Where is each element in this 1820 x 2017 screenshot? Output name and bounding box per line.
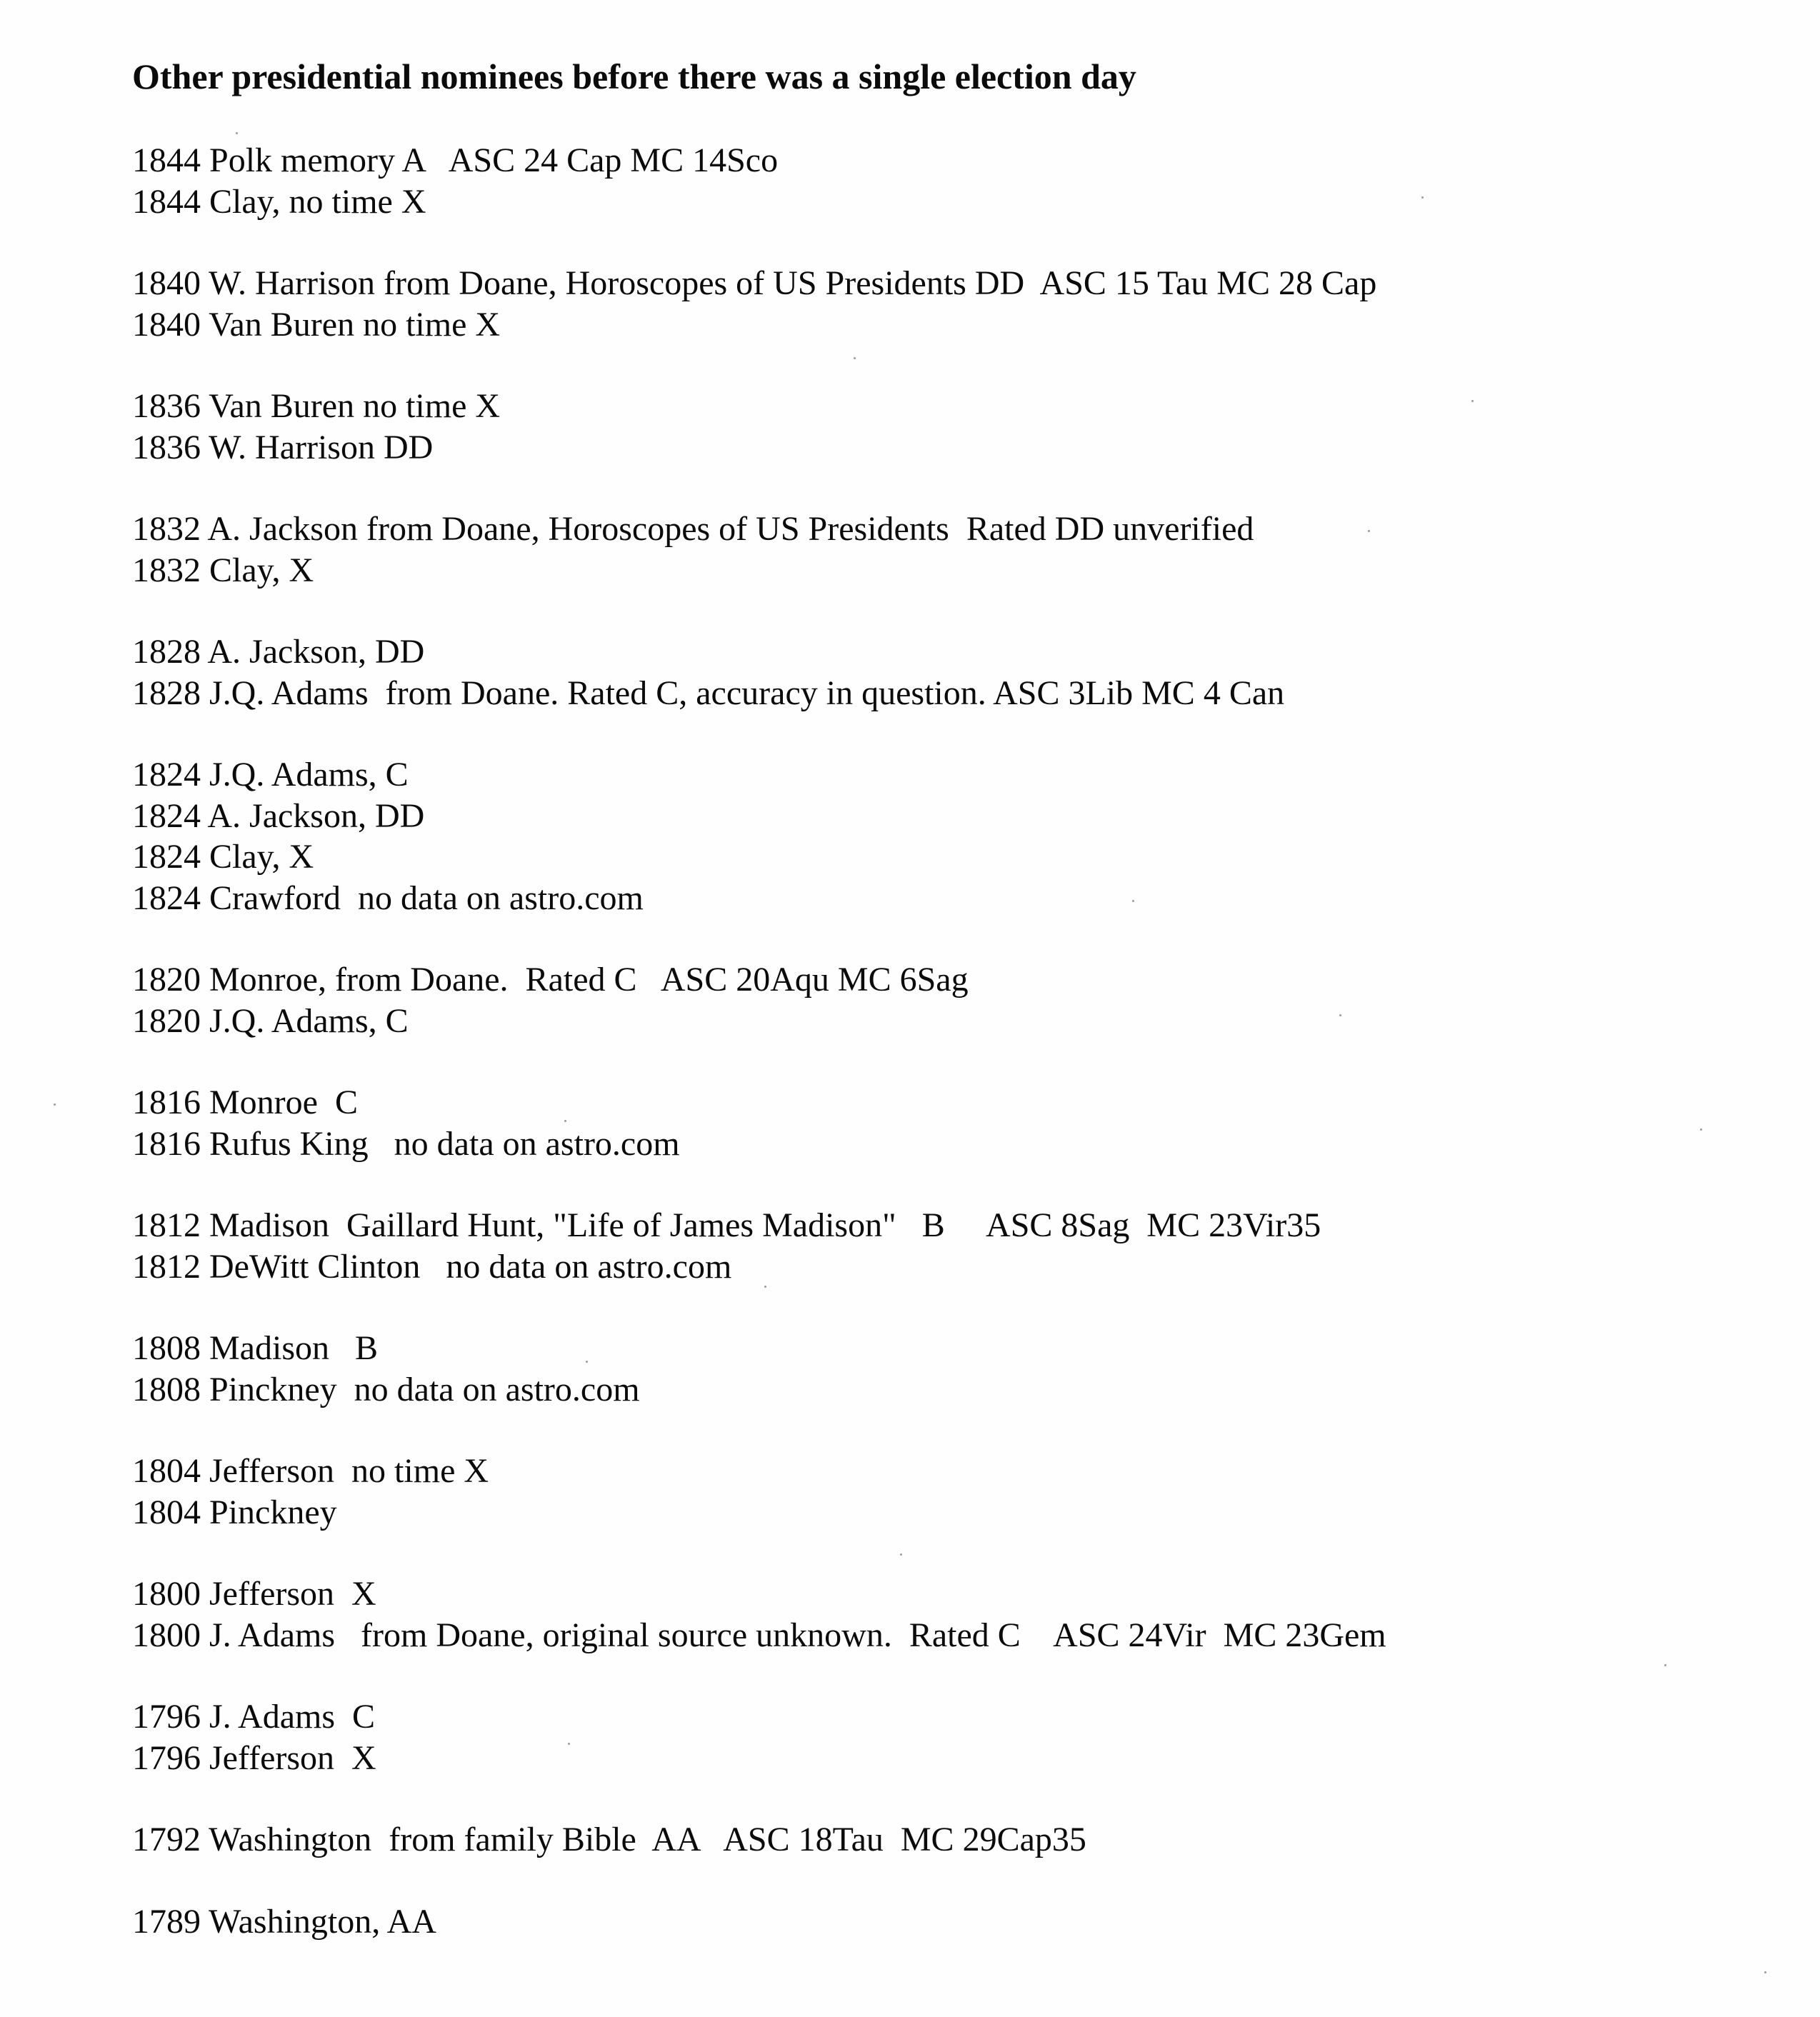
nominee-entry: 1844 Clay, no time X: [132, 182, 426, 221]
scan-speck: [900, 1553, 902, 1556]
nominee-year-group: [132, 1696, 1386, 1778]
nominee-year-group: [132, 631, 1386, 714]
nominee-entry: 1808 Madison B: [132, 1329, 379, 1367]
nominee-entry: 1820 J.Q. Adams, C: [132, 1001, 409, 1040]
scan-speck: [1700, 1128, 1702, 1131]
nominee-entry: 1816 Rufus King no data on astro.com: [132, 1124, 680, 1163]
scan-speck: [1132, 900, 1134, 902]
scan-speck: [586, 1361, 588, 1363]
nominee-entry: 1816 Monroe C: [132, 1083, 358, 1121]
nominee-year-group: [132, 1451, 1386, 1533]
nominee-entry: 1796 Jefferson X: [132, 1738, 376, 1777]
nominee-entry: 1828 J.Q. Adams from Doane. Rated C, accuracy in question. ASC 3Lib MC 4 Can: [132, 674, 1285, 712]
nominee-entry: 1800 Jefferson X: [132, 1575, 376, 1613]
nominee-entry: 1804 Jefferson no time X: [132, 1452, 489, 1490]
scan-speck: [1368, 530, 1370, 532]
nominee-year-group: [132, 754, 1386, 919]
nominee-entry: 1824 Clay, X: [132, 838, 314, 876]
nominee-entry: 1836 Van Buren no time X: [132, 387, 501, 425]
nominee-entry: 1824 J.Q. Adams, C: [132, 756, 409, 794]
nominee-year-group: [132, 386, 1386, 468]
nominee-entry: 1808 Pinckney no data on astro.com: [132, 1370, 640, 1408]
nominee-list: [132, 140, 1386, 1983]
nominee-entry: 1824 A. Jackson, DD: [132, 796, 425, 835]
nominee-year-group: [132, 1573, 1386, 1656]
nominee-year-group: [132, 1328, 1386, 1410]
nominee-year-group: [132, 959, 1386, 1041]
scan-speck: [564, 1120, 566, 1122]
nominee-entry: 1844 Polk memory A ASC 24 Cap MC 14Sco: [132, 141, 779, 179]
nominee-year-group: [132, 140, 1386, 222]
scan-speck: [568, 1743, 570, 1745]
nominee-year-group: [132, 509, 1386, 591]
nominee-year-group: [132, 1082, 1386, 1164]
scan-speck: [1339, 1014, 1341, 1016]
document-title: Other presidential nominees before there was a single election day: [132, 56, 1136, 96]
nominee-year-group: [132, 263, 1386, 345]
nominee-entry: 1800 J. Adams from Doane, original source unknown. Rated C ASC 24Vir MC 23Gem: [132, 1616, 1386, 1654]
nominee-year-group: [132, 1901, 1386, 1943]
nominee-entry: 1812 Madison Gaillard Hunt, "Life of James Madison" B ASC 8Sag MC 23Vir35: [132, 1206, 1321, 1244]
scan-speck: [854, 357, 856, 359]
nominee-entry: 1832 Clay, X: [132, 551, 314, 589]
scan-speck: [1421, 196, 1424, 199]
nominee-entry: 1820 Monroe, from Doane. Rated C ASC 20Aqu MC 6Sag: [132, 961, 969, 999]
nominee-entry: 1796 J. Adams C: [132, 1698, 376, 1736]
nominee-entry: 1789 Washington, AA: [132, 1902, 436, 1941]
scan-speck: [236, 132, 238, 134]
nominee-entry: 1812 DeWitt Clinton no data on astro.com: [132, 1247, 732, 1286]
scan-speck: [1764, 1971, 1766, 1973]
scan-speck: [1664, 1664, 1666, 1666]
nominee-year-group: [132, 1205, 1386, 1287]
nominee-entry: 1832 A. Jackson from Doane, Horoscopes of US Presidents Rated DD unverified: [132, 510, 1254, 548]
scan-speck: [764, 1286, 766, 1288]
scan-speck: [1471, 400, 1474, 402]
nominee-entry: 1840 Van Buren no time X: [132, 305, 501, 344]
nominee-year-group: [132, 1819, 1386, 1861]
nominee-entry: 1828 A. Jackson, DD: [132, 633, 425, 671]
nominee-entry: 1836 W. Harrison DD: [132, 428, 434, 466]
nominee-entry: 1840 W. Harrison from Doane, Horoscopes of US Presidents DD ASC 15 Tau MC 28 Cap: [132, 264, 1377, 302]
nominee-entry: 1792 Washington from family Bible AA ASC 18Tau MC 29Cap35: [132, 1821, 1086, 1858]
nominee-entry: 1804 Pinckney: [132, 1493, 337, 1531]
nominee-entry: 1824 Crawford no data on astro.com: [132, 879, 644, 917]
scan-speck: [54, 1103, 56, 1106]
